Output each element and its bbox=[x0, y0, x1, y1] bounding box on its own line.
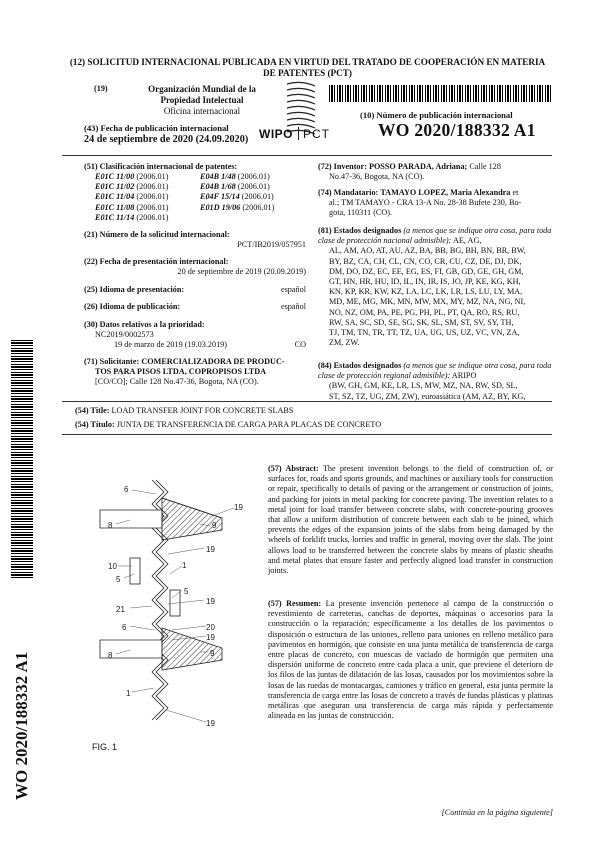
figure-label-8-top: 8 bbox=[108, 521, 113, 530]
figure-caption: FIG. 1 bbox=[92, 742, 118, 752]
wipo-wordmark: WIPO bbox=[259, 127, 293, 141]
titles-top-divider bbox=[62, 401, 552, 402]
figure-label-1-bottom: 1 bbox=[126, 689, 131, 698]
doc-type-line1: (12) SOLICITUD INTERNACIONAL PUBLICADA EN VIRTUD DEL TRATADO DE COOPERACIÓN EN MATERIA bbox=[69, 57, 546, 67]
figure-label-10: 10 bbox=[108, 562, 117, 571]
top-barcode bbox=[329, 85, 551, 102]
figure-label-5-right: 5 bbox=[184, 587, 189, 596]
continuation-note: [Continúa en la página siguiente] bbox=[441, 808, 553, 817]
figure-label-9-top: 9 bbox=[212, 521, 217, 530]
figure-label-8-bottom: 8 bbox=[108, 651, 113, 660]
pub-number-label: (10) Número de publicación internacional bbox=[360, 110, 513, 120]
logo-divider bbox=[298, 127, 299, 140]
org-office: Oficina internacional bbox=[163, 106, 241, 116]
states-national-block: (81) Estados designados (a menos que se indique otra cosa, para toda clase de protección nacional admisible): AE, AG, AL, AM, AO, AT, AU, AZ, BA, BB, BG, BH, BN, BR, BW, BY, BZ, CA, CH, CL, CN, CO, CR, CU, CZ, DE, DJ, DK, DM, DO, DZ, EC, EE, EG, ES, FI, GB, GD, GE, GH, GM, GT, HN, HR, HU, ID, IL, IN, IR, IS, JO, JP, KE, KG, KH, KN, KP, KR, KW, KZ, LA, LC, LK, LR, LS, LU, LY, MA, MD, ME, MG, MK, MN, MW, MX, MY, MZ, NA, NG, NI, NO, NZ, OM, PA, PE, PG, PH, PL, PT, QA, RO, RS, RU, RW, SA, SC, SD, SE, SG, SK, SL, SM, ST, SV, SY, TH, TJ, TM, TN, TR, TT, TZ, UA, UG, US, UZ, VC, VN, ZA, ZM, ZW. bbox=[318, 226, 552, 348]
priority-date: 19 de marzo de 2019 (19.03.2019) bbox=[114, 340, 228, 349]
app-number-value: PCT/IB2019/057951 bbox=[237, 240, 306, 249]
title-en: (54) Title: LOAD TRANSFER JOINT FOR CONCRETE SLABS bbox=[75, 406, 294, 415]
figure-label-19-b: 19 bbox=[206, 545, 215, 554]
filing-date-value: 20 de septiembre de 2019 (20.09.2019) bbox=[177, 267, 306, 276]
priority-country: CO bbox=[294, 340, 306, 349]
doc-type-line2: DE PATENTES (PCT) bbox=[263, 68, 352, 78]
pub-lang-label: (26) Idioma de publicación: bbox=[84, 302, 181, 311]
org-name-line1: Organización Mundial de la bbox=[148, 84, 256, 94]
pub-number-value: WO 2020/188332 A1 bbox=[378, 120, 536, 140]
priority-label: (30) Datos relativos a la prioridad: bbox=[84, 320, 205, 329]
agent-block: (74) Mandatario: TAMAYO LOPEZ, Maria Alexandra et al.; TM TAMAYO - CRA 13-A No. 28-38 Bufete 230, Bo- gota, 110311 (CO). bbox=[318, 188, 522, 218]
abstract-en: (57) Abstract: The present invention belongs to the field of construction of, or surfaces for, roads and sports grounds, and machines or auxiliary tools for construction or repair, specifically to details of paving or the arrangement or construction of joints, and packing for joints in metal packing for concrete paving. The invention relates to a metal joint for load transfer between concrete slabs, with concrete-pouring grooves that allow a uniform distribution of concrete between each slab to be joined, which prevents the edges of the expansion joints of the slabs from being damaged by the wheels of forklift trucks, lorries and traffic in general, moving over the slab. The joint allows load to be transferred between the concrete slabs by means of plastic sheaths and metal plates that ensure faster and perfectly aligned load transfer in construction joints. bbox=[268, 464, 553, 576]
figure-label-6-top: 6 bbox=[124, 485, 129, 494]
titles-bottom-divider bbox=[62, 434, 552, 435]
org-name-line2: Propiedad Intelectual bbox=[160, 95, 244, 105]
inventor-block: (72) Inventor: POSSO PARADA, Adriana; Calle 128 No.47-36, Bogota, NA (CO). bbox=[318, 162, 501, 182]
filing-date-label: (22) Fecha de presentación internacional: bbox=[84, 257, 229, 266]
figure-label-19-c: 19 bbox=[206, 597, 215, 606]
pct-wordmark: PCT bbox=[303, 127, 330, 141]
pub-lang-value: español bbox=[280, 302, 306, 311]
figure-label-6-bottom: 6 bbox=[122, 623, 127, 632]
figure-label-9-bottom: 9 bbox=[210, 649, 215, 658]
figure-label-5-left: 5 bbox=[116, 575, 121, 584]
filing-lang-value: español bbox=[280, 285, 306, 294]
side-pub-number: WO 2020/188332 A1 bbox=[12, 651, 31, 800]
upper-plate bbox=[100, 498, 222, 540]
priority-number: NC2019/0002573 bbox=[95, 330, 154, 339]
classification-table: E01C 11/00 (2006.01) E04B 1/48 (2006.01) E01C 11/02 (2006.01) E04B 1/68 (2006.01) E01C 11/04 (2006.01) E04F 15/14 (2006.01) E01C 11/08 (2006.01) E01D 19/06 (2006.01) E01C 11/14 (2006.01) bbox=[95, 172, 275, 222]
lower-plate bbox=[100, 628, 222, 670]
pub-date-value: 24 de septiembre de 2020 (24.09.2020) bbox=[84, 134, 249, 145]
figure-1-drawing bbox=[82, 470, 244, 730]
org-code: (19) bbox=[94, 84, 108, 93]
classification-label: (51) Clasificación internacional de patentes: bbox=[84, 162, 238, 171]
filing-lang-label: (25) Idioma de presentación: bbox=[84, 285, 185, 294]
figure-label-19-a: 19 bbox=[234, 503, 243, 512]
figure-label-1-top: 1 bbox=[182, 561, 187, 570]
abstract-es: (57) Resumen: La presente invención pertenece al campo de la construcción o revestimiento de carreteras, canchas de deportes, máquinas o accesorios para la construcción o la reparación; específicamente a los detalles de los pavimentos o disposición o estructura de las uniones, relleno para uniones en relleno metálico para pavimentos en hormigón, que consiste en una junta metálica de transferencia de carga entre placas de concreto, con muescas de vaciado de hormigón que permiten una dispersión uniforme de concreto entre cada placa a unir, que previene el deterioro de los filos de las juntas de dilatación de las losas, causados por los movimientos sobre la losas de las ruedas de montacargas, camiones y tráfico en general, esta junta permite la transferencia de carga entre las losas de concreto a través de fundas plásticas y platinas metálicas que aseguran una transferencia de carga más rápida y perfectamente alineada en las juntas de construcción. bbox=[268, 599, 553, 721]
states-regional-block: (84) Estados designados (a menos que se indique otra cosa, para toda clase de protección regional admisible): ARIPO (BW, GH, GM, KE, LR, LS, MW, MZ, NA, RW, SD, SL, ST, SZ, TZ, UG, ZM, ZW), euroasiática (AM, AZ, BY, KG, bbox=[318, 361, 552, 401]
app-number-label: (21) Número de la solicitud internacional: bbox=[84, 230, 230, 239]
figure-label-21: 21 bbox=[116, 605, 125, 614]
header-divider bbox=[62, 155, 552, 156]
side-barcode bbox=[11, 340, 33, 580]
figure-label-20: 20 bbox=[206, 623, 215, 632]
figure-label-19-e: 19 bbox=[206, 719, 215, 728]
title-es: (54) Título: JUNTA DE TRANSFERENCIA DE CARGA PARA PLACAS DE CONCRETO bbox=[75, 420, 382, 429]
figure-label-19-d: 19 bbox=[206, 633, 215, 642]
applicant-block: (71) Solicitante: COMERCIALIZADORA DE PRODUC- TOS PARA PISOS LTDA, COPROPISOS LTDA [CO/CO]; Calle 128 No.47-36, Bogota, NA (CO). bbox=[84, 357, 285, 387]
pub-date-label: (43) Fecha de publicación internacional bbox=[84, 123, 229, 133]
